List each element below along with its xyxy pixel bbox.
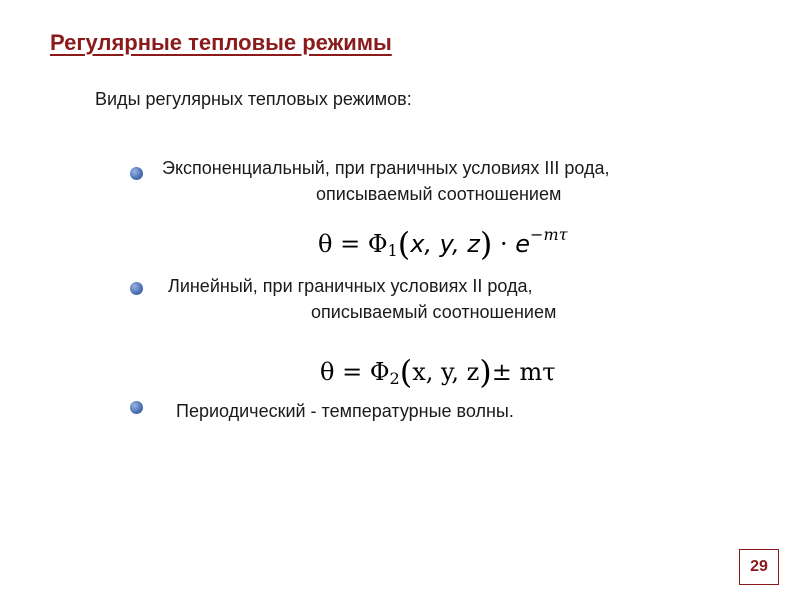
bullet-icon (130, 167, 143, 180)
formula-base-e: e (515, 230, 531, 258)
formula-left-paren: ( (399, 353, 413, 391)
page-number: 29 (739, 549, 779, 585)
formula-theta: θ (320, 358, 335, 386)
formula-arguments: x, y, z (412, 358, 480, 386)
item-1-line-2: описываемый соотношением (316, 184, 562, 204)
formula-theta: θ (318, 230, 333, 258)
formula-equals: = (340, 230, 361, 258)
formula-tail: ± mτ (491, 358, 556, 386)
item-1-line-1: Экспоненциальный, при граничных условиях III рода, (162, 158, 610, 178)
bullet-icon (130, 401, 143, 414)
formula-right-paren: ) (479, 225, 493, 263)
formula-right-paren: ) (479, 353, 492, 391)
formula-subscript: 1 (387, 241, 398, 260)
formula-linear (320, 350, 556, 391)
formula-left-paren: ( (397, 225, 411, 263)
item-2-line-2: описываемый соотношением (311, 302, 557, 322)
bullet-icon (130, 282, 143, 295)
item-2-line-1: Линейный, при граничных условиях II рода, (168, 276, 533, 296)
slide-title: Регулярные тепловые режимы (50, 30, 392, 55)
intro-text: Виды регулярных тепловых режимов: (95, 89, 412, 109)
formula-exponent: −mτ (530, 225, 568, 244)
formula-arguments: x, y, z (410, 230, 480, 258)
item-3-line-1: Периодический - температурные волны. (176, 401, 514, 421)
formula-subscript: 2 (389, 369, 400, 388)
formula-equals: = (342, 358, 363, 386)
formula-exponential (318, 222, 568, 263)
formula-phi: Φ (369, 358, 390, 386)
formula-phi: Φ (367, 230, 388, 258)
formula-dot: · (499, 230, 508, 258)
